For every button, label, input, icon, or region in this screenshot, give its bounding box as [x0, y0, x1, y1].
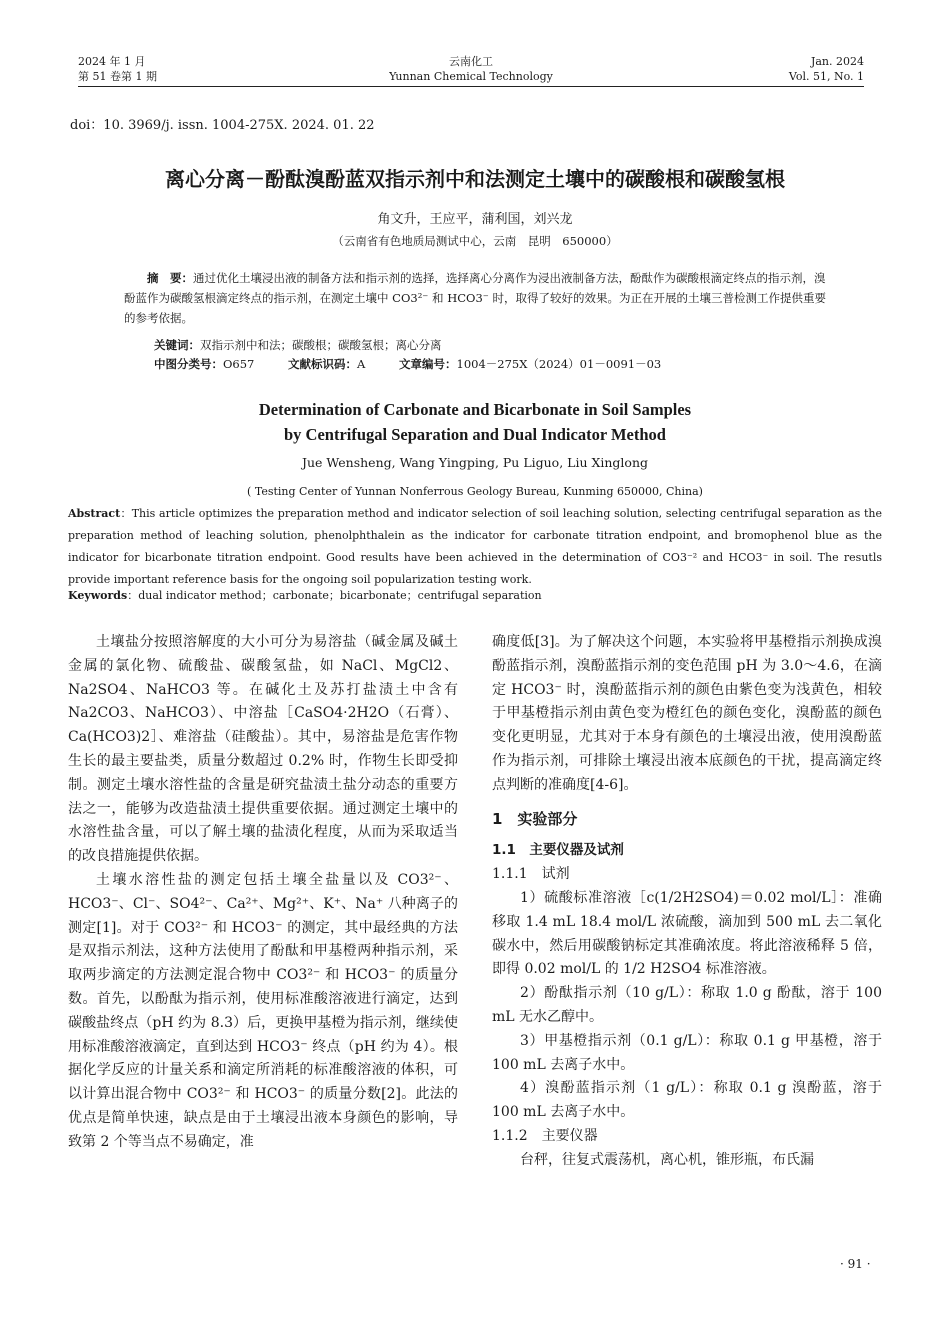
abstract-en-text: ：This article optimizes the preparation method and indicator selection of soil leaching solution, selecting centrifugal separation as the preparation method of leaching solution, phenolphthalein as the indicator for carbonate titration endpoint, and bromophenol blue as the indicator for bicarbonate titration endpoint. Good results have been achieved in the determination of CO3⁻² and HCO3⁻ in soil. The resutls provide important reference basis for the ongoing soil popularization testing work. [68, 507, 882, 586]
clc-label: 中图分类号： [154, 357, 223, 371]
paragraph: 土壤盐分按照溶解度的大小可分为易溶盐（碱金属及碱土金属的氯化物、硫酸盐、碳酸氢盐，如 NaCl、MgCl2、Na2SO4、NaHCO3 等。在碱化土及苏打盐渍土中含有 Na2CO3、NaHCO3）、中溶盐［CaSO4·2H2O（石膏）、Ca(HCO3)2］、难溶盐（硅酸盐）。其中，易溶盐是危害作物生长的最主要盐类，质量分数超过 0.2% 时，作物生长即受抑制。测定土壤水溶性盐的含量是研究盐渍土盐分动态的重要方法之一，能够为改造盐渍土提供重要依据。通过测定土壤中的水溶性盐含量，可以了解土壤的盐渍化程度，从而为采取适当的改良措施提供依据。 [68, 634, 458, 865]
paragraph: 土壤水溶性盐的测定包括土壤全盐量以及 CO3²⁻、HCO3⁻、Cl⁻、SO4²⁻、Ca²⁺、Mg²⁺、K⁺、Na⁺ 八种离子的测定[1]。对于 CO3²⁻ 和 HCO3⁻ 的测定，其中最经典的方法是双指示剂法，这种方法使用了酚酞和甲基橙两种指示剂，采取两步滴定的方法测定混合物中 CO3²⁻ 和 HCO3⁻ 的质量分数。首先，以酚酞为指示剂，使用标准酸溶液进行滴定，达到碳酸盐终点（pH 约为 8.3）后，更换甲基橙为指示剂，继续使用标准酸溶液滴定，直到达到 HCO3⁻ 终点（pH 约为 4）。根据化学反应的计量关系和滴定所消耗的标准酸溶液的体积，可以计算出混合物中 CO3²⁻ 和 HCO3⁻ 的质量分数[2]。此法的优点是简单快速，缺点是由于土壤浸出液本身颜色的影响，导致第 2 个等当点不易确定，准 [68, 871, 458, 1150]
subsubsection-heading: 1.1.2 主要仪器 [492, 1127, 598, 1144]
paragraph: 3）甲基橙指示剂（0.1 g/L）：称取 0.1 g 甲基橙，溶于 100 mL 去离子水中。 [492, 1032, 882, 1073]
header-volume-en: Vol. 51, No. 1 [788, 70, 864, 83]
paper-title-en [0, 397, 950, 447]
paper-title-cn: 离心分离－酚酞溴酚蓝双指示剂中和法测定土壤中的碳酸根和碳酸氢根 [165, 167, 785, 191]
keywords-en-text: ：dual indicator method；carbonate；bicarbonate；centrifugal separation [127, 589, 542, 602]
paragraph: 1）硫酸标准溶液［c(1/2H2SO4)＝0.02 mol/L］：准确移取 1.4 mL 18.4 mol/L 浓硫酸，滴加到 500 mL 去二氧化碳水中，然后用碳酸钠标定其准确浓度。将此溶液稀释 5 倍，即得 0.02 mol/L 的 1/2 H2SO4 标准溶液。 [492, 889, 882, 978]
subsubsection-heading: 1.1.1 试剂 [492, 866, 570, 883]
keywords-cn [154, 335, 830, 355]
body-right-column [492, 631, 882, 1173]
section-heading: 1 实验部分 [492, 809, 578, 828]
authors-cn: 角文升，王应平，蒲利国，刘兴龙 [377, 212, 573, 227]
abstract-cn-text: 通过优化土壤浸出液的制备方法和指示剂的选择，选择离心分离作为浸出液制备方法，酚酞作为碳酸根滴定终点的指示剂，溴酚蓝作为碳酸氢根滴定终点的指示剂，在测定土壤中 CO3²⁻ 和 HCO3⁻ 时，取得了较好的效果。为正在开展的土壤三普检测工作提供重要的参考依据。 [124, 271, 826, 325]
paragraph: 4）溴酚蓝指示剂（1 g/L）：称取 0.1 g 溴酚蓝，溶于 100 mL 去离子水中。 [492, 1080, 882, 1121]
paragraph: 台秤，往复式震荡机，离心机，锥形瓶，布氏漏 [520, 1151, 814, 1168]
affiliation-en: ( Testing Center of Yunnan Nonferrous Geology Bureau, Kunming 650000, China) [247, 485, 703, 498]
running-header [78, 52, 864, 87]
header-date-en: Jan. 2024 [810, 55, 864, 68]
header-right [789, 54, 864, 84]
article-number-label: 文章编号： [399, 357, 457, 371]
abstract-en-label: Abstract [68, 507, 121, 520]
header-volume-cn: 第 51 卷第 1 期 [78, 70, 157, 83]
doi: doi：10. 3969/j. issn. 1004-275X. 2024. 01. 22 [70, 118, 375, 133]
header-date: 2024 年 1 月 [78, 55, 146, 68]
doc-code-label: 文献标识码： [288, 357, 358, 371]
keywords-en [68, 587, 542, 603]
doc-code-value: A [357, 357, 366, 371]
header-center [78, 54, 864, 84]
paragraph: 2）酚酞指示剂（10 g/L）：称取 1.0 g 酚酞，溶于 100 mL 无水乙醇中。 [492, 985, 882, 1025]
paragraph: 确度低[3]。为了解决这个问题，本实验将甲基橙指示剂换成溴酚蓝指示剂，溴酚蓝指示剂的变色范围 pH 为 3.0～4.6，在滴定 HCO3⁻ 时，溴酚蓝指示剂的颜色由紫色变为浅黄色，相较于甲基橙指示剂由黄色变为橙红色的颜色变化，溴酚蓝的颜色变化更明显，尤其对于本身有颜色的土壤浸出液，使用溴酚蓝作为指示剂，可排除土壤浸出液本底颜色的干扰，提高滴定终点判断的准确度[4-6]。 [492, 634, 882, 793]
clc-value: O657 [223, 357, 255, 371]
subsection-heading: 1.1 主要仪器及试剂 [492, 842, 624, 859]
article-number-value: 1004－275X（2024）01－0091－03 [456, 357, 662, 371]
abstract-cn [124, 268, 830, 328]
body-left-column [68, 631, 458, 1155]
paper-title-en-line1: Determination of Carbonate and Bicarbonate in Soil Samples [258, 400, 692, 419]
affiliation-cn: （云南省有色地质局测试中心，云南 昆明 650000） [332, 234, 618, 248]
keywords-cn-label: 关键词： [154, 338, 200, 352]
keywords-cn-text: 双指示剂中和法；碳酸根；碳酸氢根；离心分离 [200, 338, 442, 352]
journal-name-en: Yunnan Chemical Technology [389, 70, 553, 83]
keywords-en-label: Keywords [68, 589, 128, 602]
abstract-en [68, 503, 882, 591]
classification-line [154, 356, 661, 372]
authors-en: Jue Wensheng, Wang Yingping, Pu Liguo, Liu Xinglong [302, 455, 648, 470]
paper-title-en-line2: by Centrifugal Separation and Dual Indicator Method [284, 425, 666, 444]
page-number: · 91 · [840, 1257, 871, 1271]
abstract-cn-label: 摘 要： [147, 271, 193, 285]
journal-name-cn: 云南化工 [449, 55, 493, 68]
